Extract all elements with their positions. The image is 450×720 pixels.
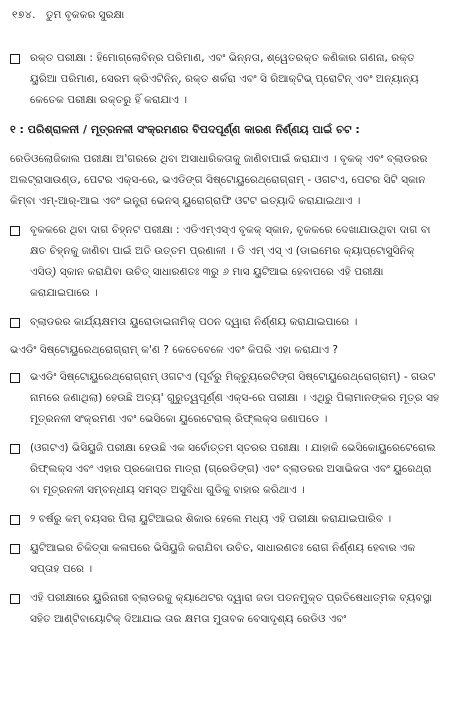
- paragraph-procedure: ଏହି ପରୀକ୍ଷାରେ ୟୁରିନାରୀ ବ୍ଲାଡରକୁ କ୍ୟାଥେଟର ଦ୍ୱାରା ଜଡା ପତନମୁକ୍ତ ପ୍ରତିଷେଧାତ୍ମକ ବ୍ୟବସ୍ଥା ସହିତ ଆଣ୍ଟିବାୟୋଟିକ୍ ଦିଆଯାଇ ତାର କ୍ଷମତା ମୁତାବକ ବେସାଦୃଶ୍ୟ ରେଡିଓ ଏବଂ: [30, 592, 432, 625]
- checkbox-bullet-icon: [10, 54, 20, 64]
- running-title: ତୁମ ବୃକକର ସୁରକ୍ଷା: [45, 9, 125, 21]
- running-header: [10, 8, 440, 22]
- list-item-vcug-standard: [10, 438, 440, 501]
- list-item-scar-test: [10, 220, 440, 304]
- section-heading: ୧ : ପରିଶ୍ରାଳନୀ / ମୂତ୍ରନଳୀ ସଂକ୍ରମଣର ବିପଦପୂର୍ଣ୍ଣ କାରଣ ନିର୍ଣ୍ଣୟ ପାଇଁ ଚଟ :: [10, 123, 360, 136]
- question-line: ଭଏଡିଂ ସିଷ୍ଟୋୟୁରେଥ୍ରୋଗ୍ରାମ୍ କ'ଣ ? କେତେବେଳେ ଏବଂ କିପରି ଏହା କରାଯାଏ ?: [10, 344, 339, 356]
- list-item-vcug-definition: [10, 367, 440, 430]
- paragraph-radiology: ରେଡିଓଲୋଜିକାଲ ପରୀକ୍ଷା ଅ'ଗରରେ ଥିବା ଅସାଧାରିକତାକୁ ଜାଣିବାପାଇଁ କରାଯାଏ । ବୃକକ୍ ଏବଂ ବ୍ଲାଡରର ଅଲଟ୍ରାସାଉଣ୍ଡ, ପେଟର ଏକ୍ସ-ରେ, ଭଏଡିଙ୍ଗ ସିଷ୍ଟୋୟୁରେଥ୍ରୋଗ୍ରାମ୍ - ଓଗଟଏ, ପେଟର ସିଟି ସ୍କାନ କିମ୍ବା ଏମ୍-ଆର୍-ଆଇ ଏବଂ ଇନ୍ଟ୍ରା ଭେନସ୍ ୟୁରୋଗ୍ରାଫି ଓଟଟ ଇତ୍ୟାଦି କରାଯାଇଥାଏ ।: [10, 153, 428, 207]
- checkbox-bullet-icon: [10, 226, 20, 236]
- paragraph-vcug-standard: (ଓଗଟଏ) ଭିସିୟୁଜି ପରୀକ୍ଷା ହେଉଛି ଏକ ସର୍ବୋତ୍ତମ ସ୍ତରର ପରୀକ୍ଷା । ଯାହାକି ଭେସିକୋୟୁରେଟେରୋଲ ରିଫ୍ଲକ୍ସ ଏବଂ ଏହାର ପ୍ରକୋପର ମାତ୍ରା (ଗ୍ରେଡିଙ୍ଗ) ଏବଂ ବ୍ଲାଡରର ଅସାଭିକତା ଏବଂ ୟୁରେଥ୍ରା ବା ମୂତ୍ରନଳୀ ସମ୍ବନ୍ଧୀୟ ସମସ୍ତ ଅସୁବିଧା ଗୁଡିକୁ ବାହାର କରିଥାଏ ।: [30, 442, 436, 496]
- checkbox-bullet-icon: [10, 318, 20, 328]
- list-item-age: [10, 509, 440, 530]
- checkbox-bullet-icon: [10, 594, 20, 604]
- paragraph-timing: ୟୁଟିଆଇର ଚିକିତ୍ସା କଳାପରେ ଭିସିୟୁଜି କରାଯିବା ଉଚିତ, ସାଧାରଣତଃ ରୋଗ ନିର୍ଣ୍ଣୟ ହେବାର ଏକ ସପ୍ତାହ ପରେ ।: [30, 542, 416, 575]
- paragraph-vcug-definition: ଭଏଡିଂ ସିଷ୍ଟୋୟୁରେଥ୍ରୋଗ୍ରାମ୍ ଓଗଟଏ (ପୂର୍ବରୁ ମିକ୍ଚ୍ୟୁରେଟିଙ୍ଗ ସିଷ୍ଟୋୟୁରେଥ୍ରୋଗ୍ରାମ୍) - ଗଉଟ ନାମରେ ଜଣାଥିଲା) ହେଉଛି ଅତ୍ୟ' ଗୁରୁତ୍ୱପୂର୍ଣ୍ଣ ଏକ୍ସ-ରେ ପରୀକ୍ଷା । ଏଥିରୁ ପିଲାମାନଙ୍କର ମୂତ୍ର ସହ ମୂତ୍ରନଳୀ ସଂକ୍ରମଣ ଏବଂ ଭେସିକୋ ୟୁରେଟେରାଲ୍ ରିଫ୍ଲକ୍ସ ଜଣାପଡେ ।: [30, 371, 440, 425]
- list-item-timing: [10, 538, 440, 580]
- list-item-procedure: [10, 588, 440, 630]
- list-item-blood-test: [10, 48, 440, 111]
- paragraph-scar-test: ବୃକକରେ ଥିବା ଦାଗ ଚିହ୍ନଟ ପରୀକ୍ଷା : ଏଡିଏମ୍‌ଏସ୍‌ଏ ବୃକକ୍ ସ୍କାନ, ବୃକକରେ ଦେଖାଯାଉଥିବା ଦାଗ ବା କ୍ଷତ ଚିହ୍ନକୁ ଜାଣିବା ପାଇଁ ଅତି ଉତ୍ତମ ପ୍ରଣାଳୀ । ଡି ଏମ୍ ଏସ୍ ଏ (ଡାଇମେର କ୍ୟାପ୍ଟୋସୁସିନିକ୍ ଏସିଡ୍) ସ୍କାନ କରାଯିବା ଉଚିତ୍ ସାଧାରଣତଃ ୩ରୁ ୬ ମାସ ୟୁଟିଆଇ ହେବାପରେ ଏହି ପରୀକ୍ଷା କରାଯାଇପାରେ ।: [30, 224, 431, 299]
- checkbox-bullet-icon: [10, 444, 20, 454]
- checkbox-bullet-icon: [10, 544, 20, 554]
- page-number: ୧୭୪.: [12, 9, 36, 21]
- list-item-bladder-function: [10, 312, 440, 333]
- checkbox-bullet-icon: [10, 515, 20, 525]
- paragraph-blood-test: ରକ୍ତ ପରୀକ୍ଷା : ହିମୋଗ୍ଲୋବିନ୍‌ର ପରିମାଣ, ଏବଂ ଭିନ୍ନତା, ଶ୍ୱେତରକ୍ତ କଣିକାର ଗଣନା, ରକ୍ତ ୟୁରିଆ ପରିମାଣ, ସେରମ କ୍ରିଏଟିନିନ୍, ରକ୍ତ ଶର୍କରା ଏବଂ ସି ରିଆକ୍ଟିଭ୍ ପ୍ରୋଟିନ୍ ଏବଂ ଅନ୍ୟାନ୍ୟ କେତେକ ପରୀକ୍ଷା ରକ୍ତରୁ ହିଁ କରାଯାଏ ।: [30, 52, 419, 106]
- paragraph-age: ୨ ବର୍ଷରୁ କମ୍ ବୟସର ପିଲା ୟୁଟିଆଇର ଶିକାର ହେଲେ ମଧ୍ୟ ଏହି ପରୀକ୍ଷା କରାଯାଇପାରିବ ।: [30, 513, 392, 525]
- paragraph-bladder-function: ବ୍ଲାଡରର କାର୍ଯ୍ୟକ୍ଷମତା ୟୁରୋଡାଇନାମିକ୍ ପଠନ ଦ୍ୱାରା ନିର୍ଣ୍ଣୟ କରାଯାଇପାରେ ।: [30, 316, 358, 328]
- checkbox-bullet-icon: [10, 373, 20, 383]
